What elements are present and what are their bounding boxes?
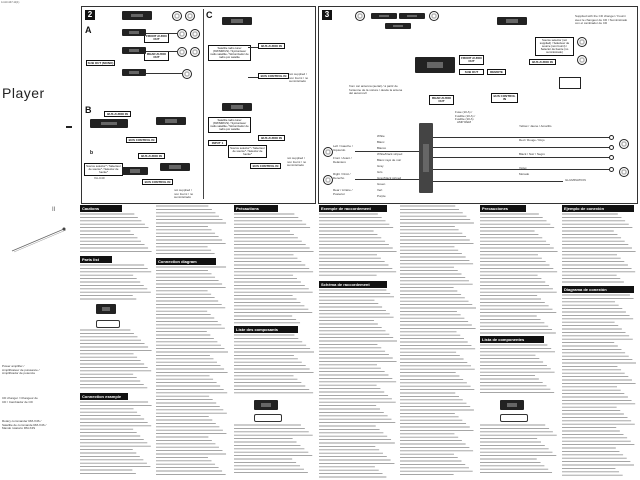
bus-control-in-label: BUS CONTROL IN bbox=[491, 93, 518, 103]
col-header-diagrama-conexion: Diagrama de conexión bbox=[562, 286, 634, 293]
wire-color-green: Green bbox=[377, 182, 386, 186]
parts-unit-illustration bbox=[500, 400, 524, 410]
wire-color-gray-fr: Gris bbox=[377, 170, 383, 174]
source-selector-label: Source selector (not supplied) / Sélecteur de source (non fourni) / Selector de fuente (no suministrado) bbox=[535, 37, 574, 56]
page-title-fragment: Player bbox=[2, 85, 45, 101]
front-label: Front / Avant / Delantero bbox=[333, 156, 352, 164]
wire-color-red: Red / Rouge / Rojo bbox=[519, 138, 545, 142]
bus-control-in-label: BUS CONTROL IN bbox=[126, 137, 157, 143]
col-header-lista-componentes: Lista de componentes bbox=[480, 336, 544, 343]
parts-unit-illustration bbox=[96, 304, 116, 314]
wire-color-purple-es: Morado bbox=[519, 172, 530, 176]
right-front-label: Right / Droit / Derecho bbox=[333, 172, 351, 180]
panel-number: 3 bbox=[322, 10, 332, 20]
wire-color-gray: Gray bbox=[377, 164, 384, 168]
bus-audio-in-label: BUS AUDIO IN bbox=[104, 111, 131, 117]
cd-changer-label: CD changer / Changeur de CD / Cambiador de CD bbox=[2, 396, 38, 404]
satellite-tuner-label: Satellite radio tuner (XM/SIRIUS) / Syntoniseur radio satellite / Sintonizador de radio por satelite bbox=[208, 45, 251, 61]
supplied-with-cd-changer: Supplied with the CD changer / Fourni avec le changeur de CD / Suministrado con el cambiador de CD bbox=[575, 14, 628, 26]
rotary-commander-label: Rotary commander RM-X4S / Satellite de commande RM-X4S / Mando rotatorio RM-X4S bbox=[2, 419, 47, 431]
satellite-tuner-label: Satellite radio tuner (XM/SIRIUS) / Syntoniseur radio satellite / Sintonizador de radio por satelite bbox=[208, 117, 251, 133]
wire-color-white-black-fr: Blanc rayé de noir bbox=[377, 158, 402, 162]
wire-color-white-black: White/black striped bbox=[377, 152, 403, 156]
not-supplied-note: not supplied / non fourni / no suministrado bbox=[287, 156, 307, 168]
source-selector-label: Source selector* / Sélecteur de source* / Selector de fuente* bbox=[228, 145, 267, 158]
wire-color-gray-black: Gray/black striped bbox=[377, 176, 402, 180]
col-header-liste-composants: Liste des composants bbox=[234, 326, 298, 333]
input-1-label: INPUT 1 bbox=[208, 140, 227, 146]
wire-color-white: White bbox=[377, 134, 385, 138]
bus-control-in-label: BUS CONTROL IN bbox=[250, 163, 281, 169]
front-audio-out-label: FRONT AUDIO OUT bbox=[144, 33, 169, 43]
bus-audio-in-label: BUS AUDIO IN bbox=[258, 135, 285, 141]
illumination-label: ILLUMINATION bbox=[565, 178, 586, 182]
remote-label: REMOTE bbox=[487, 69, 506, 75]
bus-control-in-label: BUS CONTROL IN bbox=[142, 179, 173, 185]
col-header-connection-diagram: Connection diagram bbox=[156, 258, 216, 265]
section-c-letter: C bbox=[206, 10, 213, 20]
col-header-precauciones: Precauciones bbox=[480, 205, 526, 212]
parts-unit-illustration bbox=[254, 400, 278, 410]
bus-control-in-label: BUS CONTROL IN bbox=[258, 73, 289, 79]
rear-label: Rear / Arrière / Posterior bbox=[333, 188, 353, 196]
bus-audio-in-label: BUS AUDIO IN bbox=[258, 43, 285, 49]
amp-rem-label: AMP REM bbox=[457, 120, 471, 124]
marker-b: b bbox=[90, 150, 94, 156]
not-supplied-note: not supplied / non fourni / no suministrado bbox=[289, 72, 309, 84]
source-selector-model: XA-C40 bbox=[94, 176, 105, 180]
wire-color-white-es: Blanco bbox=[377, 146, 387, 150]
sub-out-label: SUB OUT (MONO) bbox=[87, 60, 114, 65]
sub-out-label: SUB OUT bbox=[459, 69, 484, 75]
col-header-schema-raccordement: Schéma de raccordement bbox=[319, 281, 387, 288]
panel-number: 2 bbox=[85, 10, 95, 20]
bus-audio-in-label: BUS AUDIO IN bbox=[138, 153, 165, 159]
rear-audio-out-label: REAR AUDIO OUT bbox=[144, 51, 169, 61]
wire-color-white-fr: Blanc bbox=[377, 140, 385, 144]
wire-color-purple-fr: Violet bbox=[519, 166, 527, 170]
left-front-label: Left / Gauche / Izquierdo bbox=[333, 144, 353, 152]
section-b-letter: B bbox=[85, 105, 92, 115]
wire-color-purple: Purple bbox=[377, 194, 386, 198]
wire-color-black: Black / Noir / Negro bbox=[519, 152, 546, 156]
power-amplifier-label: Power amplifier / Amplificateur de puissance / Amplificador de potencia bbox=[2, 364, 40, 376]
bus-audio-in-label: BUS AUDIO IN bbox=[529, 59, 556, 65]
col-header-precautions: Précautions bbox=[234, 205, 278, 212]
wire-color-yellow: Yellow / Jaune / Amarillo bbox=[519, 124, 552, 128]
fuse-note: Fuse (10 A) / Fusible (10 A) / Fusible (10 A) bbox=[455, 110, 476, 122]
col-header-exemple-raccordement: Exemple de raccordement bbox=[319, 205, 387, 212]
roman-numeral: II bbox=[52, 207, 56, 213]
document-code: 4-113-447-11(1) bbox=[1, 1, 20, 4]
source-selector-label: Source selector* / Sélecteur de source* / Selector de fuente* bbox=[84, 163, 123, 176]
parts-cable-illustration bbox=[96, 320, 120, 328]
antenna-note: from car antenna (aerial) / à partir de l'antenne de la voiture / desde la antena del automóvil bbox=[349, 84, 403, 96]
section-a-letter: A bbox=[85, 25, 92, 35]
not-supplied-note: not supplied / non fourni / no suministrado bbox=[174, 188, 194, 200]
col-header-ejemplo-conexion: Ejemplo de conexión bbox=[562, 205, 634, 212]
parts-cable-illustration bbox=[254, 414, 282, 422]
rear-audio-out-label: REAR AUDIO OUT bbox=[429, 95, 454, 105]
col-header-parts-list: Parts list bbox=[80, 256, 112, 263]
parts-cable-illustration bbox=[500, 414, 528, 422]
wire-color-green-fr: Vert bbox=[377, 188, 383, 192]
front-audio-out-label: FRONT AUDIO OUT bbox=[459, 55, 484, 65]
col-header-connection-example: Connection example bbox=[80, 393, 128, 400]
col-header-cautions: Cautions bbox=[80, 205, 122, 212]
